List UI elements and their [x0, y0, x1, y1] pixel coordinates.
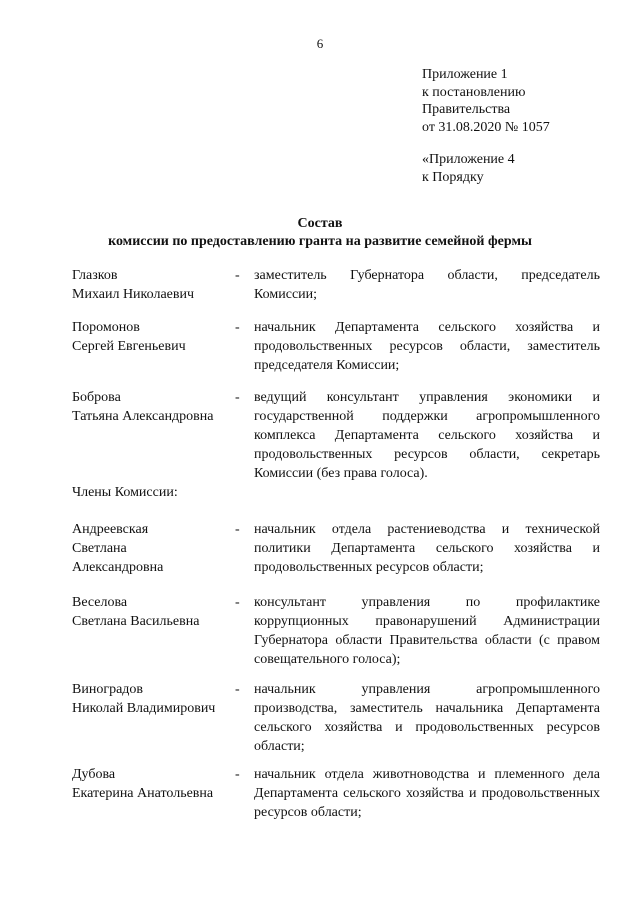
person-name — [72, 388, 232, 426]
separator-dash: - — [235, 522, 240, 537]
surname: Глазков — [72, 268, 118, 283]
appendix-reference-line: «Приложение 4 — [422, 152, 515, 167]
given-names: Николай Владимирович — [72, 701, 216, 716]
position-description: ведущий консультант управления экономики и государственной поддержки агропромышленного комплекса Департамента сельского хозяйства и продовольственных ресурсов области, секретарь Комиссии (без права голоса). — [254, 390, 600, 481]
page-number: 6 — [316, 36, 324, 51]
person-name — [72, 520, 232, 577]
person-name — [72, 266, 232, 304]
appendix-reference-line: к Порядку — [422, 169, 484, 185]
person-name — [72, 680, 232, 718]
surname: Андреевская — [72, 522, 149, 537]
separator-dash: - — [235, 595, 240, 610]
appendix-block — [422, 66, 550, 136]
given-names: Екатерина Анатольевна — [72, 786, 214, 801]
person-name — [72, 318, 232, 356]
position-description: консультант управления по профилактике коррупционных правонарушений Администрации Губернатора области Правительства области (с правом совещательного голоса); — [254, 595, 600, 667]
surname: Дубова — [72, 767, 116, 782]
surname: Боброва — [72, 390, 121, 405]
members-label: Члены Комиссии: — [72, 485, 178, 500]
surname: Виноградов — [72, 682, 144, 697]
separator-dash: - — [235, 320, 240, 335]
given-names: Михаил Николаевич — [72, 287, 195, 302]
position-description: начальник отдела растениеводства и технической политики Департамента сельского хозяйства и продовольственных ресурсов области; — [254, 522, 600, 575]
given-names: Светлана — [72, 541, 127, 556]
surname: Веселова — [72, 595, 128, 610]
given-names: Сергей Евгеньевич — [72, 339, 186, 354]
heading-title: Состав — [297, 216, 343, 231]
position-description: начальник отдела животноводства и племенного дела Департамента сельского хозяйства и продовольственных ресурсов области; — [254, 767, 600, 820]
appendix-line: Приложение 1 — [422, 67, 508, 82]
appendix-line: от 31.08.2020 № 1057 — [422, 119, 550, 135]
separator-dash: - — [235, 268, 240, 283]
separator-dash: - — [235, 767, 240, 782]
given-names: Светлана Васильевна — [72, 614, 200, 629]
position-description: начальник управления агропромышленного производства, заместитель начальника Департамента сельского хозяйства и продовольственных ресурсов области; — [254, 682, 600, 754]
position-description: заместитель Губернатора области, председатель Комиссии; — [254, 268, 600, 302]
person-name — [72, 593, 232, 631]
given-names: Татьяна Александровна — [72, 409, 214, 424]
given-names: Александровна — [72, 560, 164, 575]
appendix-reference-block — [422, 151, 515, 186]
separator-dash: - — [235, 682, 240, 697]
surname: Поромонов — [72, 320, 140, 335]
appendix-line: Правительства — [422, 102, 511, 117]
person-name — [72, 765, 232, 803]
heading-subtitle: комиссии по предоставлению гранта на развитие семейной фермы — [108, 233, 532, 249]
separator-dash: - — [235, 390, 240, 405]
appendix-line: к постановлению — [422, 84, 526, 100]
document-heading — [0, 215, 640, 250]
position-description: начальник Департамента сельского хозяйства и продовольственных ресурсов области, заместитель председателя Комиссии; — [254, 320, 600, 373]
